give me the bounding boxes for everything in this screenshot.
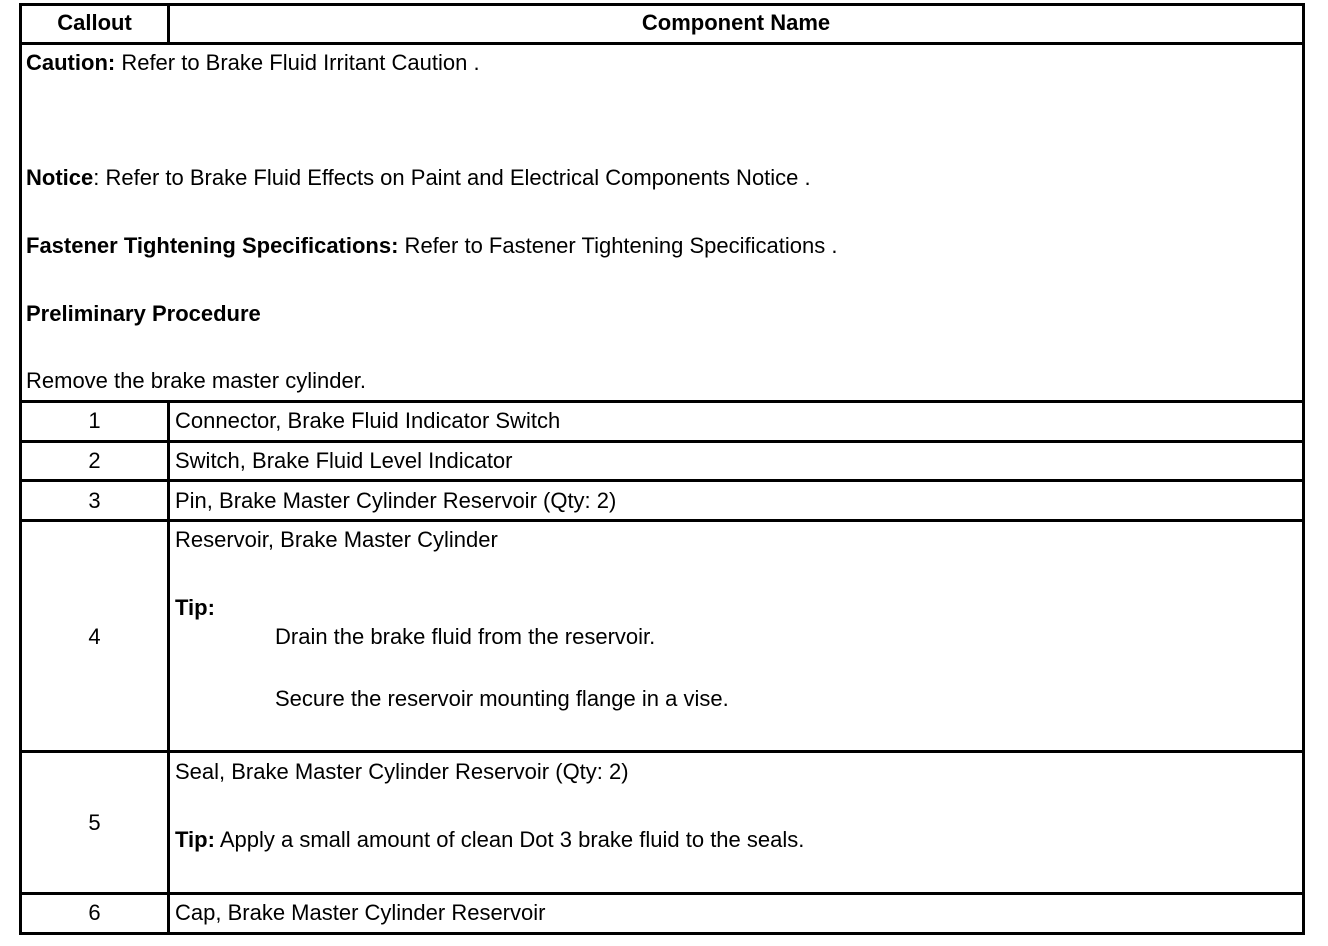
header-component-name: Component Name [641,10,831,35]
row-4-callout: 4 [88,624,101,649]
row-5-tip-label: Tip: [175,827,215,852]
row-1-name: Connector, Brake Fluid Indicator Switch [175,408,561,433]
row-divider [19,479,1305,482]
notice-text: : Refer to Brake Fluid Effects on Paint and Electrical Components Notice . [93,165,811,190]
row-4-name: Reservoir, Brake Master Cylinder [175,527,498,552]
fastener-text: Refer to Fastener Tightening Specifications . [398,233,838,258]
row-2-callout: 2 [88,448,101,473]
fastener-label: Fastener Tightening Specifications: [26,233,399,258]
row-4-tip-item-1: Drain the brake fluid from the reservoir. [275,624,656,649]
row-divider [19,892,1305,895]
row-divider [19,400,1305,403]
row-2-name: Switch, Brake Fluid Level Indicator [175,448,513,473]
row-6-callout: 6 [88,900,101,925]
row-divider [19,519,1305,522]
row-5-tip [175,827,804,853]
caution-label: Caution: [26,50,116,75]
fastener-note [26,233,837,259]
row-divider [19,750,1305,753]
caution-text: Refer to Brake Fluid Irritant Caution . [115,50,480,75]
row-divider [19,42,1305,45]
row-divider [19,440,1305,443]
row-1-callout: 1 [88,408,101,433]
row-5-callout: 5 [88,810,101,835]
row-4-tip-label: Tip: [175,595,215,620]
row-5-name: Seal, Brake Master Cylinder Reservoir (Qty: 2) [175,759,629,784]
header-callout: Callout [57,10,132,35]
column-divider [167,400,170,934]
caution-note [26,50,480,76]
preliminary-heading: Preliminary Procedure [26,301,261,326]
preliminary-text: Remove the brake master cylinder. [26,368,366,393]
notice-note [26,165,811,191]
row-4-tip-item-2: Secure the reservoir mounting flange in a vise. [275,686,729,711]
row-6-name: Cap, Brake Master Cylinder Reservoir [175,900,546,925]
row-3-callout: 3 [88,488,101,513]
row-5-tip-text: Apply a small amount of clean Dot 3 brake fluid to the seals. [214,827,805,852]
notice-label: Notice [26,165,94,190]
row-3-name: Pin, Brake Master Cylinder Reservoir (Qty: 2) [175,488,617,513]
